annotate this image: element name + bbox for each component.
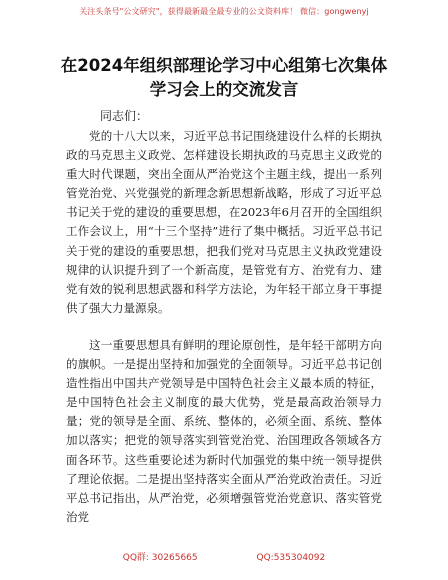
document-title: 在2024年组织部理论学习中心组第七次集体学习会上的交流发言 — [60, 56, 388, 99]
footer-qq-group: QQ群: 30265665 — [122, 553, 198, 563]
footer — [0, 550, 448, 563]
paragraph-1: 党的十八大以来，习近平总书记围绕建设什么样的长期执政的马克思主义政党、怎样建设长期执政的马克思主义政党的重大时代课题，突出全面从严治党这个主题主线，提出一系列管党治党、兴党强党的新理念新思想新战略，形成了习近平总书记关于党的建设的重要思想，在2023年6月召开的全国组织工作会议上，用“十三个坚持”进行了集中概括。习近平总书记关于党的建设的重要思想，把我们党对马克思主义执政党建设规律的认识提升到了一个新高度，是管党有方、治党有力、建党有效的锐利思想武器和科学方法论，为年轻干部立身干事提供了强大力量源泉。 — [66, 129, 382, 315]
paragraph-2: 这一重要思想具有鲜明的理论原创性，是年轻干部明方向的旗帜。一是提出坚持和加强党的全面领导。习近平总书记创造性指出中国共产党领导是中国特色社会主义最本质的特征，是中国特色社会主义制度的最大优势，党是最高政治领导力量；党的领导是全面、系统、整体的，必须全面、系统、整体加以落实；把党的领导落实到管党治党、治国理政各领域各方面各环节。这些重要论述为新时代加强党的集中统一领导提供了理论依据。二是提出坚持落实全面从严治党政治责任。习近平总书记指出，从严治党，必须增强管党治党意识、落实管党治党 — [66, 338, 382, 524]
header-banner: 关注头条号"公文研究"，获得最新最全最专业的公文资料库！ 微信：gongwenyj — [79, 7, 369, 16]
footer-qq: QQ:535304092 — [256, 553, 326, 563]
salutation: 同志们： — [100, 109, 149, 123]
